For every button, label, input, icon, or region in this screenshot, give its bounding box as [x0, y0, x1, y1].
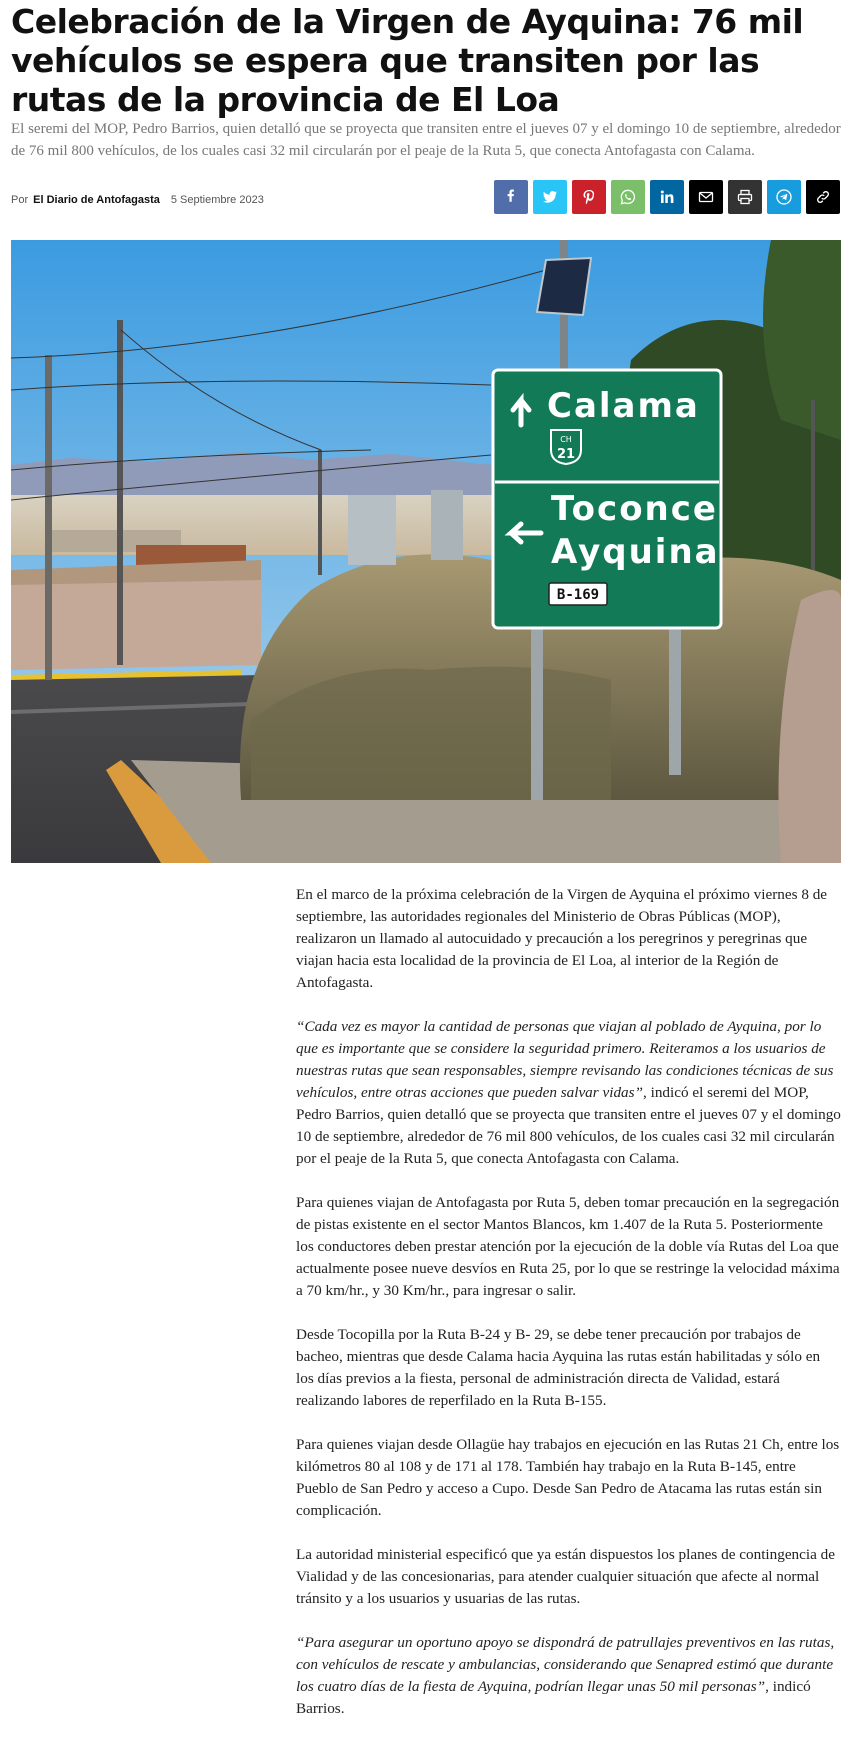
share-whatsapp-button[interactable]	[611, 180, 645, 214]
share-pinterest-button[interactable]	[572, 180, 606, 214]
quote-text: “Cada vez es mayor la cantidad de personas que viajan al poblado de Ayquina, por lo que es importante que se considere la seguridad primero. Reiteramos a los usuarios de nuestras rutas que sean responsables, siempre revisando las condiciones técnicas de sus vehículos, entre otras acciones que pueden salvar vidas”	[296, 1018, 834, 1101]
share-linkedin-button[interactable]	[650, 180, 684, 214]
article-summary: El seremi del MOP, Pedro Barrios, quien detalló que se proyecta que transiten entre el jueves 07 y el domingo 10 de septiembre, alrededor de 76 mil 800 vehículos, de los cuales casi 32 mil circularán por el peaje de la Ruta 5, que conecta Antofagasta con Calama.	[11, 121, 841, 159]
share-telegram-button[interactable]	[767, 180, 801, 214]
share-email-button[interactable]	[689, 180, 723, 214]
quote-text: “Para asegurar un oportuno apoyo se dispondrá de patrullajes preventivos en las rutas, con vehículos de rescate y ambulancias, considerando que Senapred estimó que durante los cuatro días de la fiesta de Ayquina, podrían llegar unas 50 mil personas”	[296, 1634, 835, 1695]
linkedin-icon	[659, 189, 675, 205]
body-paragraph: Para quienes viajan de Antofagasta por Ruta 5, deben tomar precaución en la segregación de pistas existente en el sector Mantos Blancos, km 1.407 de la Ruta 5. Posteriormente los conductores deben prestar atención por la ejecución de la doble vía Rutas del Loa que actualmente posee nueve desvíos en Ruta 25, por lo que se restringe la velocidad máxima a 70 km/hr., y 30 Km/hr., para ingresar o salir.	[296, 1194, 840, 1299]
body-paragraph-quote	[296, 1016, 841, 1170]
twitter-icon	[542, 189, 558, 205]
body-paragraph: Para quienes viajan desde Ollagüe hay trabajos en ejecución en las Rutas 21 Ch, entre los kilómetros 80 al 108 y de 171 al 178. También hay trabajo en la Ruta B-145, entre Pueblo de San Pedro y acceso a Cupo. Desde San Pedro de Atacama las rutas están sin complicación.	[296, 1436, 840, 1519]
body-paragraph: En el marco de la próxima celebración de la Virgen de Ayquina el próximo viernes 8 de septiembre, las autoridades regionales del Ministerio de Obras Públicas (MOP), realizaron un llamado al autocuidado y precaución a los peregrinos y peregrinas que viajan hacia esta localidad de la provincia de El Loa, al interior de la Región de Antofagasta.	[296, 886, 828, 991]
publish-date: 5 Septiembre 2023	[170, 194, 264, 206]
facebook-icon	[503, 189, 519, 205]
sign-route-21: 21	[556, 447, 576, 462]
sign-calama: Calama	[547, 386, 700, 426]
sign-toconce: Toconce	[551, 489, 718, 529]
article-body	[296, 884, 841, 1740]
article-meta	[11, 192, 264, 208]
sign-route-prefix: CH	[560, 435, 572, 444]
road-sign-photo	[11, 240, 841, 863]
share-twitter-button[interactable]	[533, 180, 567, 214]
author-link[interactable]: El Diario de Antofagasta	[33, 194, 160, 206]
quote-attribution: , indicó el seremi del MOP, Pedro Barrios, quien detalló que se proyecta que transiten entre el jueves 07 y el domingo 10 de septiembre, alrededor de 76 mil 800 vehículos, de los cuales casi 32 mil circularán por el peaje de la Ruta 5, que conecta Antofagasta con Calama.	[296, 1084, 841, 1167]
whatsapp-icon	[620, 189, 636, 205]
article-headline: Celebración de la Virgen de Ayquina: 76 mil vehículos se espera que transiten por las rutas de la provincia de El Loa	[11, 2, 804, 119]
pinterest-icon	[581, 189, 597, 205]
sign-route-b169: B-169	[556, 587, 600, 603]
share-facebook-button[interactable]	[494, 180, 528, 214]
sign-ayquina: Ayquina	[551, 532, 720, 572]
link-icon	[815, 189, 831, 205]
quote-attribution: , indicó Barrios.	[296, 1678, 811, 1717]
print-button[interactable]	[728, 180, 762, 214]
copy-link-button[interactable]	[806, 180, 840, 214]
envelope-icon	[698, 189, 714, 205]
share-bar	[494, 180, 840, 214]
body-paragraph: Desde Tocopilla por la Ruta B-24 y B- 29, se debe tener precaución por trabajos de bacheo, mientras que desde Calama hacia Ayquina las rutas están habilitadas y sólo en los días previos a la fiesta, personal de administración directa de Validad, estará realizando labores de reperfilado en la Ruta B-155.	[296, 1326, 821, 1409]
by-label: Por	[11, 194, 29, 206]
body-paragraph-quote	[296, 1632, 841, 1720]
body-paragraph: La autoridad ministerial especificó que ya están dispuestos los planes de contingencia de Vialidad y de las concesionarias, para atender cualquier situación que afecte al normal tránsito y a los usuarios y usuarias de las rutas.	[296, 1546, 835, 1607]
hero-image	[11, 240, 841, 863]
telegram-icon	[776, 189, 792, 205]
printer-icon	[737, 189, 753, 205]
